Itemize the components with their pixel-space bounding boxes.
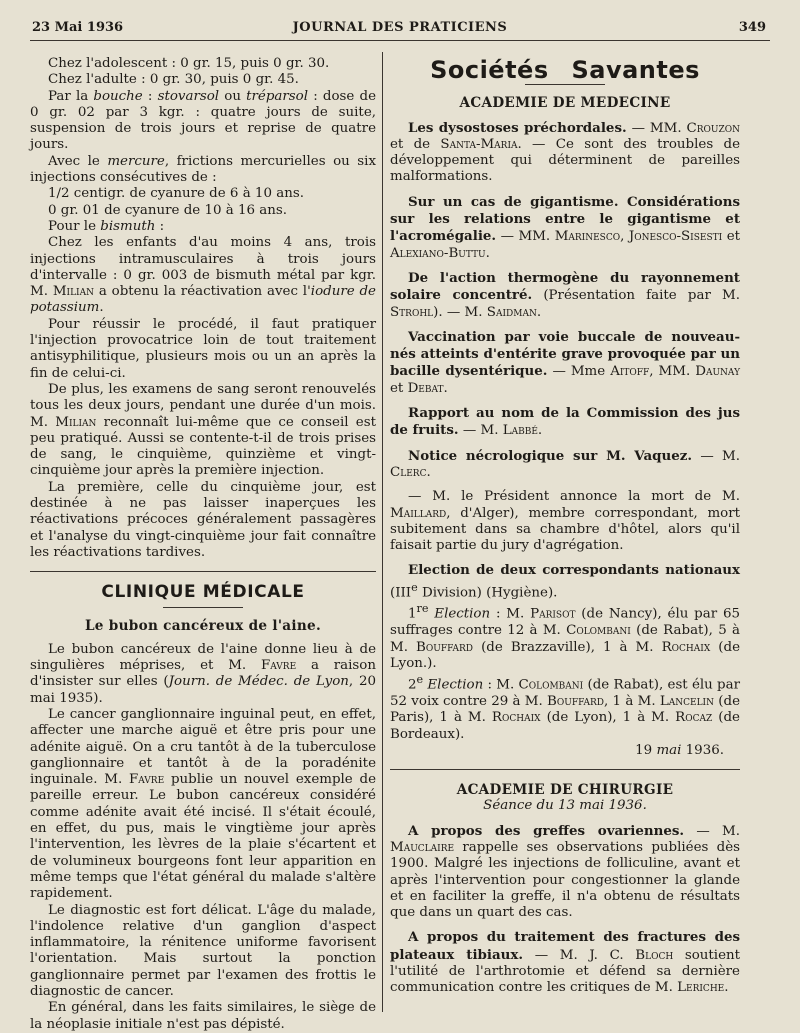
text-span: De plus, les examens de sang seront renouvelés tous les deux jours, pendant une durée d'un mois. M. [30, 381, 376, 430]
spacer [30, 634, 376, 642]
text-span: Clerc [390, 464, 427, 480]
entry-election-2 [390, 672, 740, 743]
text-span: Par la [48, 88, 94, 104]
bubon-paragraph-4: En général, dans les faits similaires, le siège de la néoplasie initiale n'est pas dépisté. [30, 1000, 376, 1032]
text-span: . [443, 380, 448, 396]
text-span: Strohl [390, 304, 434, 320]
text-span: Lancelin [659, 693, 714, 709]
spacer [390, 112, 740, 120]
text-span: Sur un cas de gigantisme. Considérations sur les relations entre le gigantisme et l'acromégalie. [390, 193, 740, 245]
text-span: Leriche [677, 980, 725, 996]
meeting-date [390, 743, 740, 759]
text-span: — M. le Président annonce la mort de M. [408, 489, 740, 505]
text-span: — MM. [496, 229, 555, 245]
text-span: 1936. [681, 742, 724, 758]
academie-chirurgie-heading: ACADEMIE DE CHIRURGIE [456, 782, 674, 799]
entry-thermogene [390, 270, 740, 321]
text-span: Favre [260, 658, 297, 674]
text-span: (de Nancy), élu par 65 suffrages contre 12 à M. [390, 606, 740, 639]
text-span: Milian [55, 414, 97, 430]
text-span: Election de deux correspondants nationaux [408, 562, 740, 579]
text-span: Aitoff [610, 364, 650, 380]
paragraph-mercure [30, 154, 376, 187]
entry-fractures [390, 929, 740, 996]
bubon-paragraph-3: Le diagnostic est fort délicat. L'âge du malade, l'indolence relative d'un ganglion d'aspect inflammatoire, la rénitence uniforme favorisent l'orientation. Mais surtout la ponction ganglionnaire permet par l'examen des frottis le diagnostic de cancer. [30, 902, 376, 1000]
page-header [30, 12, 770, 41]
paragraph-enfants [30, 235, 376, 316]
dose-adolescent: Chez l'adolescent : 0 gr. 15, puis 0 gr. 30. [48, 56, 330, 71]
text-span: (de Paris), 1 à M. [390, 693, 740, 726]
text-span: Election [428, 606, 491, 622]
text-span: mercure [107, 153, 165, 169]
text-span: . [537, 423, 543, 439]
text-span: : [155, 218, 165, 234]
text-span: . [99, 300, 104, 316]
text-span: Vaccination par voie buccale de nouveau-nés atteints d'entérite grave provoquée par un bacille dysentérique. [390, 328, 740, 380]
text-span: Parisot [530, 606, 576, 622]
text-span: A propos des greffes ovariennes. [408, 822, 685, 839]
text-span: (de Bordeaux). [390, 710, 740, 742]
entry-rapport [390, 405, 740, 440]
text-span: rappelle ses observations publiées dès 1900. Malgré les injections de folliculine, avant et après l'intervention pour congestionner la glande et en faciliter la greffe, il n'a obtenu de résultats que dans un quart des cas. [390, 839, 740, 921]
seance-date: Séance du 13 mai 1936. [483, 798, 647, 814]
dose-adulte: Chez l'adulte : 0 gr. 30, puis 0 gr. 45. [48, 72, 299, 88]
text-span: Bloch [635, 947, 674, 963]
text-span: Colombani [518, 677, 584, 693]
text-span: , frictions mercurielles ou six injections consécutives de : [30, 153, 376, 186]
text-span: Milian [52, 284, 94, 300]
text-span: Maillard [390, 505, 447, 521]
text-span: bouche [93, 88, 143, 104]
text-span: et de [390, 136, 441, 152]
text-span: et [390, 380, 408, 396]
text-span: mai [656, 742, 682, 758]
entry-gigantisme [390, 194, 740, 262]
text-span: Rochaix [491, 710, 541, 726]
text-span: Division) (Hygiène). [417, 585, 558, 601]
text-span: Chez les enfants d'au moins 4 ans, trois injections intramusculaires à trois jours d'intervalle : 0 gr. 003 de bismuth métal par kgr. M. [30, 235, 376, 300]
text-span: Rochaix [661, 639, 711, 655]
text-span: (Présentation faite par M. [532, 288, 740, 304]
text-span: : M. [490, 606, 531, 622]
text-span: , d'Alger), membre correspondant, mort subitement dans sa chambre d'hôtel, alors qu'il faisait partie du jury d'agrégation. [390, 505, 740, 554]
text-span: et [722, 229, 741, 245]
text-span: Pour le [48, 218, 101, 234]
text-span: — M. [458, 423, 503, 439]
text-span: Marinesco, Jonesco-Sisesti [554, 229, 723, 245]
entry-dysostoses [390, 120, 740, 186]
text-span: Debat [407, 380, 444, 396]
text-span: Le cancer ganglionnaire inguinal peut, en effet, affecter une marche aiguë et être pris pour une adénite aiguë. On a cru tantôt à de la tuberculose ganglionnaire et tantôt à de la poradénite inguinale. M. [30, 706, 376, 788]
text-span: (III [390, 585, 412, 601]
text-span: — M. J. C. [523, 947, 636, 963]
text-span: Les dysostoses préchordales. [408, 119, 627, 136]
text-span: Mauclaire [390, 839, 455, 855]
text-span: Journ. de Médec. de Lyon [168, 674, 349, 690]
paragraph-bismuth [30, 219, 376, 235]
text-span: — M. [692, 448, 741, 464]
right-column [390, 56, 740, 997]
text-span: A propos du traitement des fractures des plateaux tibiaux. [390, 929, 740, 963]
bubon-paragraph-1 [30, 642, 376, 707]
text-span: Le bubon cancéreux de l'aine donne lieu à de singulières méprises, et M. [30, 641, 376, 674]
section-rule [390, 769, 740, 770]
text-span: — MM. [626, 120, 687, 136]
spacer [390, 921, 740, 929]
text-span: 2 [408, 677, 417, 693]
text-span: Bouffard [547, 693, 605, 709]
text-span: publie un nouvel exemple de pareille erreur. Le bubon cancéreux considéré comme adénite avait été incisé. Il s'était écoulé, en effet, du pus, mais le vingtième jour après l'intervention, les lèvres de la plaie s'écartent et de volumineux bourgeons font leur apparition en même temps que l'état général du malade s'altère rapidement. [30, 772, 376, 902]
paragraph-la-premiere: La première, celle du cinquième jour, est destinée à ne pas laisser inaperçues les réactivations précoces généralement passagères et l'analyse du vingt-cinquième jour fait connaître les réactivations tardives. [30, 479, 376, 560]
spacer [390, 481, 740, 489]
text-span: — M. [684, 823, 741, 839]
text-span: (de Rabat), est élu par 52 voix contre 29 à M. [390, 677, 740, 709]
text-span: Avec le [48, 153, 108, 169]
header-journal-title: JOURNAL DES PRATICIENS [292, 20, 508, 35]
text-span: Rocaz [675, 710, 713, 726]
text-span: bismuth [100, 218, 156, 234]
text-span: (de Brazzaville), 1 à M. [473, 639, 662, 655]
spacer [390, 440, 740, 448]
paragraph-pour-reussir: Pour réussir le procédé, il faut pratiquer l'injection provocatrice loin de tout traitement antisyphilitique, plusieurs mois ou un an après la fin de celui-ci. [30, 316, 376, 381]
text-span: . [536, 304, 542, 320]
text-span: Labbé [502, 423, 538, 439]
text-span: . — Ce sont des troubles de développement qui déterminent de pareilles malformations. [390, 136, 740, 185]
text-span: iodure de potassium [30, 284, 376, 316]
text-span: re [416, 602, 429, 616]
title-rule [163, 607, 243, 608]
text-span: (de Lyon), 1 à M. [540, 710, 676, 726]
text-span: . [724, 980, 729, 996]
text-span: Alexiano-Buttu [390, 245, 486, 261]
text-span: Santa-Maria [440, 136, 518, 152]
text-span: (de Lyon.). [390, 639, 740, 671]
entry-vaccination [390, 329, 740, 397]
text-span: tréparsol [246, 88, 309, 104]
academie-medecine-heading: ACADEMIE DE MEDECINE [459, 95, 671, 112]
text-span: e [411, 580, 418, 594]
text-span: Notice nécrologique sur M. Vaquez. [408, 447, 693, 464]
entry-election-title [390, 562, 740, 601]
paragraph-bouche [30, 89, 376, 154]
bubon-paragraph-2 [30, 707, 376, 903]
text-span: : [142, 88, 158, 104]
text-span: — Mme [547, 364, 611, 380]
entry-election-1 [390, 601, 740, 672]
text-span: De l'action thermogène du rayonnement solaire concentré. [390, 269, 740, 304]
column-divider [382, 52, 383, 1012]
spacer [390, 186, 740, 194]
entry-notice [390, 448, 740, 482]
text-span: : M. [483, 677, 519, 693]
spacer [390, 397, 740, 405]
text-span: reconnaît lui-même que ce conseil est peu pratiqué. Aussi se contente-t-il de trois prises de sang, le cinquième, quinzième et vingt-cinquième jour après la première injection. [30, 414, 376, 479]
entry-president [390, 489, 740, 554]
section-title-societes: Sociétés Savantes [430, 56, 700, 84]
text-span: : dose de 0 gr. 02 par 3 kgr. : quatre jours de suite, suspension de trois jours et reprise de quatre jours. [30, 88, 376, 153]
text-span: . [426, 464, 431, 480]
text-span: Saidman [486, 304, 537, 320]
text-span: Favre [128, 772, 165, 788]
text-span: soutient l'utilité de l'arthrotomie et défend sa dernière communication contre les critiques de M. [390, 947, 740, 996]
header-page-number: 349 [738, 20, 766, 35]
left-column [30, 56, 376, 1033]
cyanure-line-1: 1/2 centigr. de cyanure de 6 à 10 ans. [48, 186, 304, 202]
text-span: Election [423, 677, 484, 693]
title-rule [525, 84, 605, 85]
text-span: Colombani [566, 623, 631, 639]
spacer [390, 262, 740, 270]
text-span: , 1 à M. [604, 693, 660, 709]
text-span: 19 [635, 742, 657, 758]
paragraph-de-plus [30, 382, 376, 480]
text-span: ou [219, 88, 247, 104]
text-span: a obtenu la réactivation avec l' [94, 284, 311, 300]
text-span: 1 [408, 606, 417, 622]
text-span: . [485, 245, 490, 261]
text-span: stovarsol [157, 88, 220, 104]
spacer [390, 554, 740, 562]
spacer [390, 321, 740, 329]
text-span: ). — M. [433, 304, 487, 320]
text-span: , MM. [649, 364, 696, 380]
section-title-clinique: CLINIQUE MÉDICALE [101, 582, 305, 603]
entry-greffes [390, 823, 740, 922]
text-span: (de Rabat), 5 à M. [390, 623, 740, 655]
article-title-bubon: Le bubon cancéreux de l'aine. [84, 617, 322, 634]
text-span: Crouzon [686, 120, 740, 136]
text-span: Bouffard [416, 639, 474, 655]
text-span: , 20 mai 1935). [30, 674, 376, 706]
header-date: 23 Mai 1936 [32, 20, 124, 35]
text-span: a raison d'insister sur elles ( [30, 658, 376, 690]
section-rule [30, 571, 376, 572]
text-span: Daunay [695, 364, 741, 380]
cyanure-line-2: 0 gr. 01 de cyanure de 10 à 16 ans. [48, 202, 288, 218]
text-span: Rapport au nom de la Commission des jus de fruits. [390, 405, 740, 439]
text-span: e [416, 673, 424, 687]
